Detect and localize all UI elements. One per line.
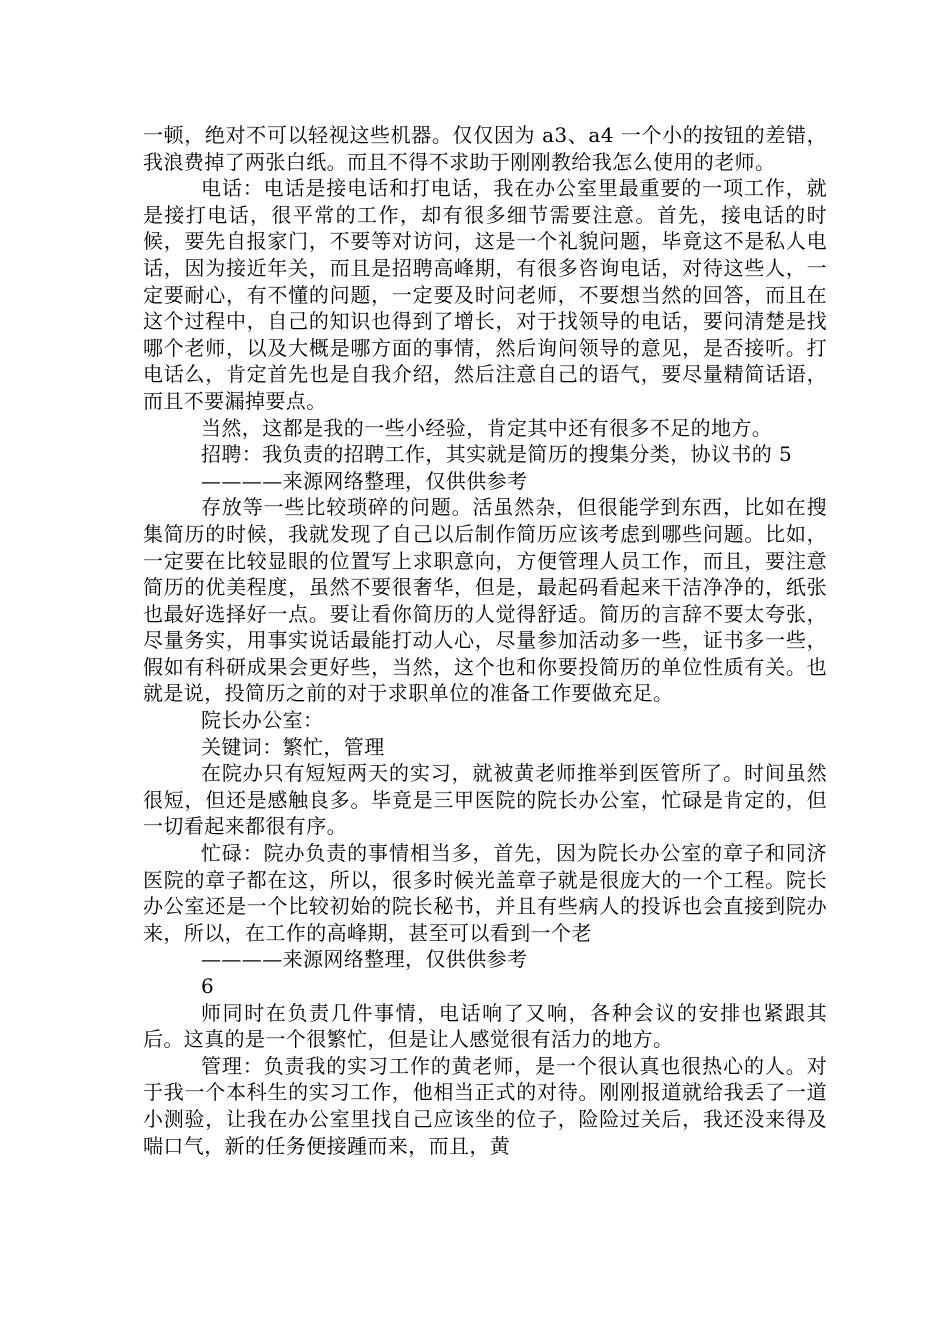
source-separator: ————来源网络整理，仅供供参考 [201, 468, 528, 493]
paragraph-recruitment: 招聘：我负责的招聘工作，其实就是简历的搜集分类，协议书的 5 [201, 442, 793, 467]
paragraph-phone: 电话：电话是接电话和打电话，我在办公室里最重要的一项工作，就是接打电话，很平常的工作，却有很多细节需要注意。首先，接电话的时候，要先自报家门，不要等对访问，这是一个礼貌问题，毕竟这不是私人电话，因为接近年关，而且是招聘高峰期，有很多咨询电话，对待这些人，一定要耐心，有不懂的问题，一定要及时问老师，不要想当然的回答，而且在这个过程中，自己的知识也得到了增长，对于找领导的电话，要问清楚是找哪个老师，以及大概是哪方面的事情，然后询问领导的意见，是否接听。打电话么，肯定首先也是自我介绍，然后注意自己的语气，要尽量精简话语，而且不要漏掉要点。 [143, 176, 827, 413]
paragraph: 师同时在负责几件事情，电话响了又响，各种会议的安排也紧跟其后。这真的是一个很繁忙，但是让人感觉很有活力的地方。 [143, 1000, 827, 1052]
paragraph: 存放等一些比较琐碎的问题。活虽然杂，但很能学到东西，比如在搜集简历的时候，我就发现了自己以后制作简历应该考虑到哪些问题。比如，一定要在比较显眼的位置写上求职意向，方便管理人员工作，而且，要注意简历的优美程度，虽然不要很奢华，但是，最起码看起来干洁净净的，纸张也最好选择好一点。要让看你简历的人觉得舒适。简历的言辞不要太夸张，尽量务实，用事实说话最能打动人心，尽量参加活动多一些，证书多一些，假如有科研成果会更好些，当然，这个也和你要投简历的单位性质有关。也就是说，投简历之前的对于求职单位的准备工作要做充足。 [143, 495, 827, 706]
document-page [143, 122, 827, 1159]
paragraph: 一顿，绝对不可以轻视这些机器。仅仅因为 a3、a4 一个小的按钮的差错，我浪费掉了两张白纸。而且不得不求助于刚刚教给我怎么使用的老师。 [143, 123, 827, 174]
paragraph-busy: 忙碌：院办负责的事情相当多，首先，因为院长办公室的章子和同济医院的章子都在这，所以，很多时候光盖章子就是很庞大的一个工程。院长办公室还是一个比较初始的院长秘书，并且有些病人的投诉也会直接到院办来，所以，在工作的高峰期，甚至可以看到一个老 [143, 841, 827, 945]
section-heading: 院长办公室： [201, 708, 324, 733]
page-number: 6 [201, 974, 215, 998]
keywords-line: 关键词：繁忙，管理 [201, 734, 385, 759]
paragraph: 当然，这都是我的一些小经验，肯定其中还有很多不足的地方。 [201, 415, 773, 440]
paragraph: 在院办只有短短两天的实习，就被黄老师推举到医管所了。时间虽然很短，但还是感触良多。毕竟是三甲医院的院长办公室，忙碌是肯定的，但一切看起来都很有序。 [143, 761, 827, 839]
source-separator: ————来源网络整理，仅供供参考 [201, 947, 528, 972]
paragraph-management: 管理：负责我的实习工作的黄老师，是一个很认真也很热心的人。对于我一个本科生的实习工作，他相当正式的对待。刚刚报道就给我丢了一道小测验，让我在办公室里找自己应该坐的位子，险险过关后，我还没来得及喘口气，新的任务便接踵而来，而且，黄 [143, 1053, 827, 1158]
